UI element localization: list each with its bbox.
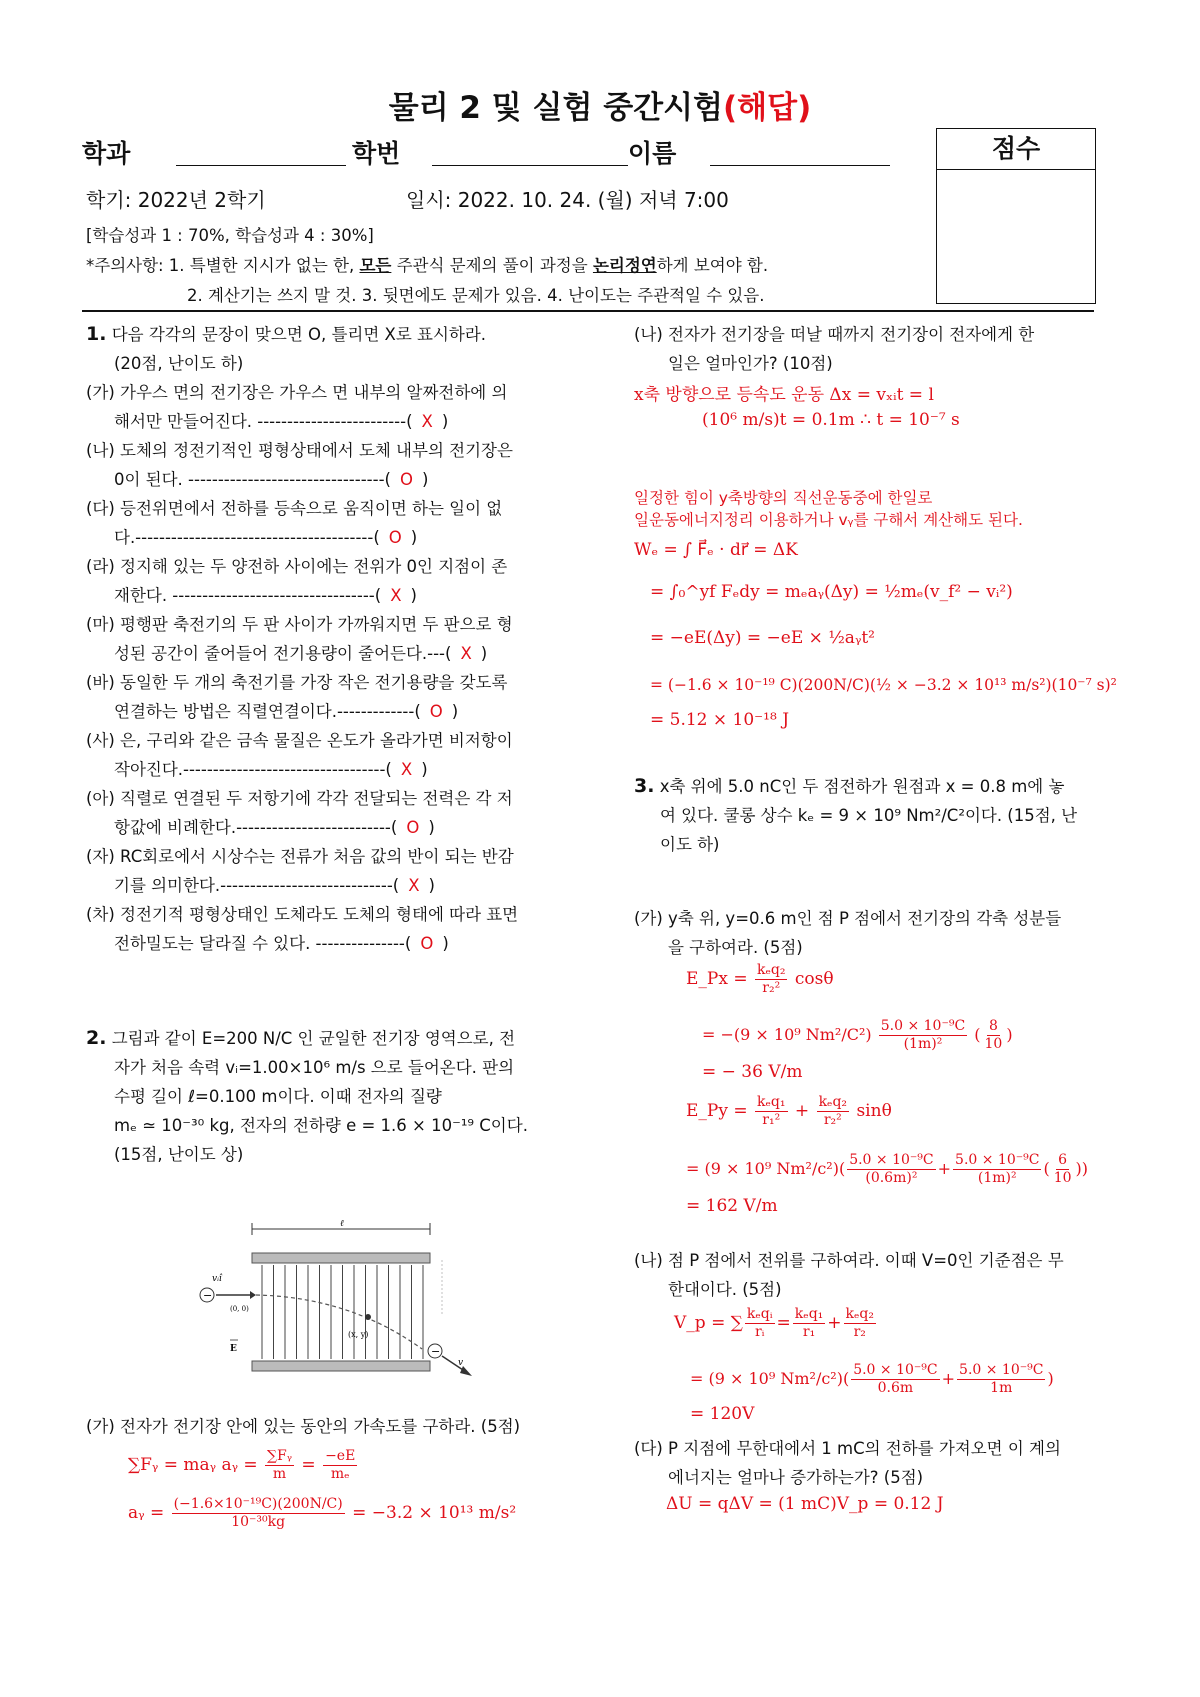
name-label: 이름 xyxy=(628,139,677,168)
xy-label: (x, y) xyxy=(348,1330,369,1339)
q3-a-sol-5 xyxy=(686,1152,1088,1187)
q3-part-a-prompt-2: 을 구하여라. (5점) xyxy=(668,938,803,957)
q3-a-sol-4 xyxy=(686,1094,892,1129)
q2-b-sol-9: = 5.12 × 10⁻¹⁸ J xyxy=(650,710,790,730)
q3-b-sol-2 xyxy=(690,1362,1054,1397)
q2-part-b-prompt-1: (나) 전자가 전기장을 떠날 때까지 전기장이 전자에게 한 xyxy=(634,325,1035,344)
q2-b-sol-8: = (−1.6 × 10⁻¹⁹ C)(200N/C)(½ × −3.2 × 10¹³ m/s²)(10⁻⁷ s)² xyxy=(650,676,1117,694)
q3-a-frac-7 xyxy=(953,1152,1041,1187)
q2-line-1: 그림과 같이 E=200 N/C 인 균일한 전기장 영역으로, 전 xyxy=(111,1029,516,1048)
notice-mid: 주관식 문제의 풀이 과정을 xyxy=(391,256,593,275)
q1-item-line-1: (라) 정지해 있는 두 양전하 사이에는 전위가 0인 지점이 존 xyxy=(86,557,508,576)
q3-a-frac-8-num: 6 xyxy=(1058,1152,1068,1168)
notice-suffix: 하게 보여야 함. xyxy=(656,256,769,275)
q2-a-sol-2 xyxy=(128,1496,516,1531)
capacitor-figure xyxy=(190,1215,490,1405)
q2-a-frac-3-num: (−1.6×10⁻¹⁹C)(200N/C) xyxy=(173,1496,343,1512)
q3-a-frac-3 xyxy=(983,1018,1005,1053)
exam-date: 일시: 2022. 10. 24. (월) 저녁 7:00 xyxy=(406,188,729,212)
q2-b-sol-3: 일정한 힘이 y축방향의 직선운동중에 한일로 xyxy=(634,489,933,507)
q2-a-sol-1-lhs: ∑Fᵧ = maᵧ aᵧ = xyxy=(128,1455,258,1475)
q3-number: 3. xyxy=(634,775,655,797)
title-answer-tag: (해답) xyxy=(723,90,812,126)
q3-b-frac-3 xyxy=(844,1306,876,1341)
q2-b-sol-5: Wₑ = ∫ F⃗ₑ · dr⃗ = ΔK xyxy=(634,540,798,560)
q1-item-text: 0이 된다. ---------------------------------( xyxy=(114,470,391,489)
q3-a-sol-2-lhs: = −(9 × 10⁹ Nm²/C²) xyxy=(702,1025,872,1044)
page-title xyxy=(0,82,1200,127)
q1-item-text: 연결하는 방법은 직렬연결이다.-------------( xyxy=(114,702,421,721)
q2-a-sol-2-lhs: aᵧ = xyxy=(128,1503,165,1523)
q1-answer-mark: O xyxy=(429,702,443,721)
q3-part-b-prompt-2: 한대이다. (5점) xyxy=(668,1280,782,1299)
q3-b-frac-1 xyxy=(745,1306,775,1341)
q1-item-text: 기를 의미한다.-----------------------------( xyxy=(114,876,400,895)
q2-b-sol-1: x축 방향으로 등속도 운동 Δx = vₓᵢt = l xyxy=(634,385,934,405)
q3-b-frac-4 xyxy=(851,1362,939,1397)
q1-answer-mark: X xyxy=(460,644,472,663)
q3-a-sol-4-lhs: E_Py = xyxy=(686,1101,748,1121)
q3-b-sol-2-lhs: = (9 × 10⁹ Nm²/c²)( xyxy=(690,1369,850,1388)
q3-a-sol-1 xyxy=(686,962,834,997)
q3-a-frac-4-den: r₁² xyxy=(762,1112,781,1128)
q1-close-paren: ) xyxy=(421,760,428,779)
q3-a-sol-5-open: ( xyxy=(1043,1159,1050,1178)
q1-answer-mark: X xyxy=(390,586,402,605)
q3-c-sol: ΔU = qΔV = (1 mC)V_p = 0.12 J xyxy=(666,1494,944,1514)
origin-label: (0, 0) xyxy=(230,1305,249,1313)
q3-b-frac-4-num: 5.0 × 10⁻⁹C xyxy=(853,1362,938,1378)
q3-line-2: 여 있다. 쿨롱 상수 kₑ = 9 × 10⁹ Nm²/C²이다. (15점, 난 xyxy=(660,806,1078,825)
q1-item-text: 성된 공간이 줄어들어 전기용량이 줄어든다.---( xyxy=(114,644,452,663)
q1-answer-mark: O xyxy=(388,528,402,547)
q1-item-line-2 xyxy=(86,929,586,958)
q3-b-frac-1-den: rᵢ xyxy=(754,1324,765,1340)
q2-a-frac-3-den: 10⁻³⁰kg xyxy=(231,1514,286,1530)
learning-outcomes: [학습성과 1 : 70%, 학습성과 4 : 30%] xyxy=(86,226,374,245)
q3-a-frac-6-den: (0.6m)² xyxy=(865,1170,918,1186)
v-label: v xyxy=(458,1358,464,1368)
q3-b-frac-3-num: kₑq₂ xyxy=(845,1306,875,1322)
q3-part-b-prompt-1: (나) 점 P 점에서 전위를 구하여라. 이때 V=0인 기준점은 무 xyxy=(634,1251,1064,1270)
q1-item-text: 전하밀도는 달라질 수 있다. ---------------( xyxy=(114,934,412,953)
notice-all: 모든 xyxy=(359,256,392,275)
q1-answer-mark: O xyxy=(406,818,420,837)
q2-a-sol-1 xyxy=(128,1448,359,1483)
q1-item-line-2 xyxy=(86,639,586,668)
q3-b-frac-4-den: 0.6m xyxy=(877,1380,914,1396)
q3-a-sol-3: = − 36 V/m xyxy=(702,1062,803,1082)
q1-answer-mark: X xyxy=(421,412,433,431)
q2-part-b xyxy=(634,320,1094,378)
q1-item-text: 항값에 비례한다.--------------------------( xyxy=(114,818,398,837)
q1-answer-mark: X xyxy=(400,760,413,779)
notice-line-1 xyxy=(86,252,768,276)
vi-label: vᵢî xyxy=(212,1274,222,1284)
q2-part-a-prompt: (가) 전자가 전기장 안에 있는 동안의 가속도를 구하라. (5점) xyxy=(86,1417,521,1436)
electron-start-sign: − xyxy=(203,1289,213,1302)
name-field[interactable] xyxy=(710,165,890,166)
q1-item-line-1: (아) 직렬로 연결된 두 저항기에 각각 전달되는 전력은 각 저 xyxy=(86,789,513,808)
q1-answer-mark: O xyxy=(399,470,413,489)
q3-part-c-prompt-2: 에너지는 얼마나 증가하는가? (5점) xyxy=(668,1468,924,1487)
q1-item-line-1: (사) 은, 구리와 같은 금속 물질은 온도가 올라가면 비저항이 xyxy=(86,731,513,750)
q3-b-sol-2-plus: + xyxy=(941,1369,956,1388)
q3-a-frac-5-num: kₑq₂ xyxy=(818,1094,848,1110)
q2-a-frac-3 xyxy=(172,1496,345,1531)
q3-a-frac-2-den: (1m)² xyxy=(903,1036,943,1052)
q1-item-line-1: (가) 가우스 면의 전기장은 가우스 면 내부의 알짜전하에 의 xyxy=(86,383,508,402)
q1-item-line-2 xyxy=(86,755,586,784)
q1-item-line-2 xyxy=(86,871,586,900)
q3-b-sol-1-eq: = xyxy=(776,1313,791,1333)
top-plate xyxy=(252,1253,430,1263)
q1-stem: 다음 각각의 문장이 맞으면 O, 틀리면 X로 표시하라. xyxy=(111,325,487,344)
q3-a-frac-1-den: r₂² xyxy=(762,980,781,996)
q3-b-frac-5 xyxy=(957,1362,1045,1397)
q1-close-paren: ) xyxy=(428,818,435,837)
q3-b-sol-1-plus: + xyxy=(827,1313,842,1333)
q1-item-line-1: (마) 평행판 축전기의 두 판 사이가 가까워지면 두 판으로 형 xyxy=(86,615,513,634)
q3-a-frac-7-num: 5.0 × 10⁻⁹C xyxy=(955,1152,1040,1168)
q2-b-sol-6: = ∫₀^yf Fₑdy = mₑaᵧ(Δy) = ½mₑ(v_f² − vᵢ²) xyxy=(650,582,1013,602)
q1-item-line-2 xyxy=(86,813,586,842)
q2-b-sol-2: (10⁶ m/s)t = 0.1m ∴ t = 10⁻⁷ s xyxy=(702,410,960,430)
q1-item-line-1: (자) RC회로에서 시상수는 전류가 처음 값의 반이 되는 반감 xyxy=(86,847,514,866)
q1-item-line-2 xyxy=(86,697,586,726)
q3-a-frac-1-num: kₑq₂ xyxy=(757,962,786,978)
q3-b-sol-1 xyxy=(674,1306,878,1341)
question-3 xyxy=(634,772,1094,859)
q3-a-frac-5-den: r₂² xyxy=(823,1112,842,1128)
q3-part-c-prompt-1: (다) P 지점에 무한대에서 1 mC의 전하를 가져오면 이 계의 xyxy=(634,1439,1061,1458)
q2-line-5: (15점, 난이도 상) xyxy=(114,1145,244,1164)
q3-line-1: x축 위에 5.0 nC인 두 점전하가 원점과 x = 0.8 m에 놓 xyxy=(659,777,1065,796)
question-1 xyxy=(86,320,586,958)
q3-a-sol-5-lhs: = (9 × 10⁹ Nm²/c²)( xyxy=(686,1159,846,1178)
dept-field[interactable] xyxy=(176,165,346,166)
q1-item-line-2 xyxy=(86,407,586,436)
student-id-field[interactable] xyxy=(432,165,628,166)
point-xy xyxy=(365,1314,371,1320)
q3-b-sol-2-close: ) xyxy=(1047,1369,1054,1388)
q3-a-sol-4-sin: sinθ xyxy=(856,1101,892,1121)
q1-item-line-1: (나) 도체의 정전기적인 평형상태에서 도체 내부의 전기장은 xyxy=(86,441,513,460)
q1-close-paren: ) xyxy=(441,412,449,431)
q3-a-sol-1-cos: cosθ xyxy=(794,969,834,989)
q3-a-sol-1-lhs: E_Px = xyxy=(686,969,748,989)
q1-item-text: 재한다. ----------------------------------( xyxy=(114,586,382,605)
q1-item-line-2 xyxy=(86,465,586,494)
q3-a-sol-4-plus: + xyxy=(794,1101,810,1121)
q3-a-frac-8-den: 10 xyxy=(1053,1170,1072,1186)
q3-a-frac-5 xyxy=(817,1094,849,1129)
E-label: E xyxy=(230,1344,237,1354)
trajectory xyxy=(256,1295,422,1349)
q2-a-sol-2-result: = −3.2 × 10¹³ m/s² xyxy=(352,1503,517,1523)
q3-a-sol-2 xyxy=(702,1018,1013,1053)
q1-answer-mark: O xyxy=(420,934,434,953)
field-lines xyxy=(262,1265,423,1359)
q1-close-paren: ) xyxy=(451,702,459,721)
q1-close-paren: ) xyxy=(428,876,435,895)
q3-b-frac-2-num: kₑq₁ xyxy=(794,1306,824,1322)
q1-item-text: 작아진다.----------------------------------( xyxy=(114,760,392,779)
q3-a-frac-1 xyxy=(755,962,787,997)
student-id-label: 학번 xyxy=(352,139,401,168)
q1-items xyxy=(86,378,586,958)
q3-b-frac-5-den: 1m xyxy=(990,1380,1013,1396)
q2-number: 2. xyxy=(86,1027,107,1049)
q3-b-frac-2-den: r₁ xyxy=(802,1324,816,1340)
q3-a-frac-3-den: 10 xyxy=(984,1036,1003,1052)
header-divider xyxy=(82,310,1094,312)
q3-line-3: 이도 하) xyxy=(660,835,720,854)
q2-a-frac-1 xyxy=(265,1448,294,1483)
q3-b-frac-2 xyxy=(793,1306,825,1341)
q3-part-b xyxy=(634,1246,1094,1304)
dept-label: 학과 xyxy=(82,139,131,168)
q3-a-sol-2-open: ( xyxy=(974,1025,981,1044)
q2-line-3: 수평 길이 ℓ=0.100 m이다. 이때 전자의 질량 xyxy=(114,1087,442,1106)
q1-item-line-1: (차) 정전기적 평형상태인 도체라도 도체의 형태에 따라 표면 xyxy=(86,905,519,924)
q3-a-sol-2-close: ) xyxy=(1006,1025,1013,1044)
q2-part-a xyxy=(86,1412,586,1441)
q3-a-sol-5-plus: + xyxy=(937,1159,952,1178)
q2-b-sol-7: = −eE(Δy) = −eE × ½aᵧt² xyxy=(650,628,875,648)
notice-line-2: 2. 계산기는 쓰지 말 것. 3. 뒷면에도 문제가 있음. 4. 난이도는 주관적일 수 있음. xyxy=(187,286,765,305)
q2-a-frac-2-num: −eE xyxy=(325,1448,356,1464)
q1-item-line-2 xyxy=(86,523,586,552)
q3-b-sol-1-lhs: V_p = ∑ xyxy=(674,1313,743,1333)
q3-b-frac-3-den: r₂ xyxy=(853,1324,866,1340)
title-main: 물리 2 및 실험 중간시험 xyxy=(388,90,724,126)
q3-part-c xyxy=(634,1434,1094,1492)
q2-line-2: 자가 처음 속력 vᵢ=1.00×10⁶ m/s 으로 들어온다. 판의 xyxy=(114,1058,515,1077)
q3-a-frac-6-num: 5.0 × 10⁻⁹C xyxy=(849,1152,934,1168)
q3-b-frac-5-num: 5.0 × 10⁻⁹C xyxy=(959,1362,1044,1378)
q3-part-a-prompt-1: (가) y축 위, y=0.6 m인 점 P 점에서 전기장의 각축 성분들 xyxy=(634,909,1062,928)
q3-a-frac-8 xyxy=(1052,1152,1074,1187)
electron-end-sign: − xyxy=(431,1345,441,1358)
q2-a-frac-1-den: m xyxy=(272,1466,287,1482)
q2-line-4: mₑ ≃ 10⁻³⁰ kg, 전자의 전하량 e = 1.6 × 10⁻¹⁹ C이다. xyxy=(114,1116,528,1135)
q3-a-frac-7-den: (1m)² xyxy=(977,1170,1017,1186)
q3-a-frac-6 xyxy=(847,1152,935,1187)
q3-part-a xyxy=(634,904,1094,962)
q2-a-frac-2 xyxy=(323,1448,357,1483)
q1-number: 1. xyxy=(86,323,107,345)
q2-a-frac-1-num: ∑Fᵧ xyxy=(267,1448,293,1464)
q3-a-frac-3-num: 8 xyxy=(988,1018,998,1034)
q1-item-line-1: (다) 등전위면에서 전하를 등속으로 움직이면 하는 일이 없 xyxy=(86,499,503,518)
q1-item-text: 해서만 만들어진다. -------------------------( xyxy=(114,412,413,431)
q3-a-sol-6: = 162 V/m xyxy=(686,1196,778,1216)
q1-close-paren: ) xyxy=(442,934,449,953)
q1-points: (20점, 난이도 하) xyxy=(114,354,244,373)
semester: 학기: 2022년 2학기 xyxy=(86,188,266,212)
q1-close-paren: ) xyxy=(410,528,418,547)
length-label: ℓ xyxy=(340,1219,344,1229)
score-box[interactable] xyxy=(936,128,1096,304)
q2-b-sol-4: 일운동에너지정리 이용하거나 vᵧ를 구해서 계산해도 된다. xyxy=(634,511,1023,529)
q1-item-text: 다.----------------------------------------( xyxy=(114,528,380,547)
q1-close-paren: ) xyxy=(480,644,488,663)
q1-answer-mark: X xyxy=(408,876,420,895)
q2-a-sol-1-eq: = xyxy=(301,1455,322,1475)
q3-a-frac-4-num: kₑq₁ xyxy=(757,1094,786,1110)
q3-a-frac-2 xyxy=(879,1018,967,1053)
q2-a-frac-2-den: mₑ xyxy=(330,1466,350,1482)
q1-close-paren: ) xyxy=(421,470,429,489)
notice-logic: 논리정연 xyxy=(592,256,657,275)
q3-a-frac-4 xyxy=(755,1094,787,1129)
q1-close-paren: ) xyxy=(410,586,417,605)
q3-b-sol-3: = 120V xyxy=(690,1404,755,1424)
bottom-plate xyxy=(252,1361,430,1371)
notice-prefix: *주의사항: 1. 특별한 지시가 없는 한, xyxy=(86,256,360,275)
q3-a-sol-5-close: )) xyxy=(1075,1159,1089,1178)
q2-part-b-prompt-2: 일은 얼마인가? (10점) xyxy=(668,354,833,373)
q1-item-line-1: (바) 동일한 두 개의 축전기를 가장 작은 전기용량을 갖도록 xyxy=(86,673,508,692)
question-2 xyxy=(86,1024,586,1169)
q3-b-frac-1-num: kₑqᵢ xyxy=(746,1306,773,1322)
q1-item-line-2 xyxy=(86,581,586,610)
score-label: 점수 xyxy=(937,129,1095,170)
q3-a-frac-2-num: 5.0 × 10⁻⁹C xyxy=(880,1018,966,1034)
